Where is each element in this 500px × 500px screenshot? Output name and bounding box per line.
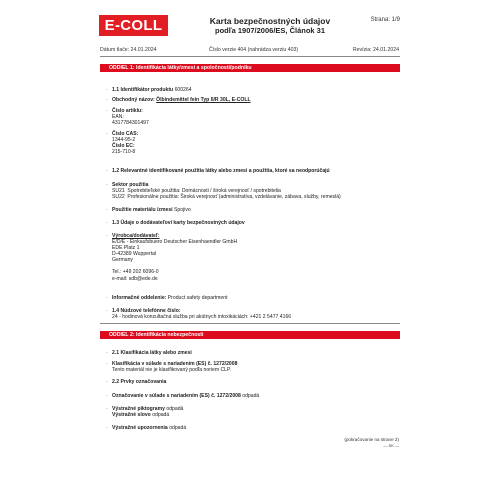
bullet-icon: · <box>106 350 108 356</box>
document-title: Karta bezpečnostných údajov <box>209 16 331 26</box>
supplier-address: Výrobca/dodávateľ: E/D/E - Einkaufsbuero Deutscher Eisenhaendler GmbH EDE Platz 1 D-42389 Wuppertal Germany Tel.: +49 202 6096-0 e-mail: sdb@ede.de <box>112 233 238 282</box>
page-number: Strana: 1/9 <box>370 17 400 23</box>
section-2-title: ODDIEL 2: Identifikácia nebezpečnosti <box>109 332 204 338</box>
ecoll-logo: E-COLL <box>99 15 168 36</box>
section-1-title: ODDIEL 1: Identifikácia látky/zmesi a spoločnosti/podniku <box>109 65 252 71</box>
emergency-phone: 1.4 Núdzové telefónne číslo: 24 - hodinová konzultačná služba pri akútnych intoxikáciách: +421 2 5477 4166 <box>112 308 292 321</box>
bullet-icon: · <box>106 168 108 174</box>
bullet-icon: · <box>106 207 108 213</box>
sector-of-use: Sektor použitia SU21 Spotrebiteľské použitia: Domácnosti / široká verejnosť / spotrebitelia SU22 Profesionálne použitia: Široká verejnosť (administratíva, vzdelávanie, zábava, služby, remeslá) <box>112 182 341 201</box>
bullet-icon: · <box>106 220 108 226</box>
section-1-header <box>100 64 400 72</box>
bullet-icon: · <box>106 87 108 93</box>
language-code: — SK — <box>383 443 399 448</box>
continued-note: (pokračovanie na strane 2) <box>344 437 399 442</box>
bullet-icon: · <box>106 406 108 412</box>
bullet-icon: · <box>106 308 108 314</box>
bullet-icon: · <box>106 131 108 137</box>
sector-row: SU21 Spotrebiteľské použitia: Domácnosti / široká verejnosť / spotrebitelia <box>112 188 281 195</box>
relevant-uses-heading: 1.2 Relevantné identifikované použitia látky alebo zmesi a použitia, ktoré sa neodporúčajú <box>112 168 330 174</box>
print-date: Dátum tlače: 24.01.2024 <box>100 47 157 53</box>
supplier-details-heading: 1.3 Údaje o dodávateľovi karty bezpečnostných údajov <box>112 220 245 226</box>
section-divider <box>100 323 400 324</box>
info-department: Informačné oddelenie: Product safety department <box>112 295 228 301</box>
sector-row: SU22 Profesionálne použitia: Široká verejnosť (administratíva, vzdelávanie, zábava, služby, remeslá) <box>112 194 341 201</box>
bullet-icon: · <box>106 182 108 188</box>
bullet-icon: · <box>106 97 108 103</box>
hazard-pictograms: Výstražné piktogramy odpadá Výstražné slovo odpadá <box>112 406 184 419</box>
cas-number: Číslo CAS: 1344-95-2 Číslo EC: 215-710-8 <box>112 131 139 156</box>
bullet-icon: · <box>106 393 108 399</box>
article-number: Číslo artiklu: EAN: 4317784301497 <box>112 108 149 127</box>
material-use: Použitie materiálu /zmesi Spojivo <box>112 207 191 213</box>
hazard-statements: Výstražné upozornenia odpadá <box>112 425 187 431</box>
bullet-icon: · <box>106 295 108 301</box>
bullet-icon: · <box>106 425 108 431</box>
labelling-regulation: Označovanie v súlade s nariadením (ES) č. 1272/2008 odpadá <box>112 393 260 399</box>
header-divider <box>100 56 400 57</box>
product-identifier: 1.1 Identifikátor produktu 600264 <box>112 87 192 93</box>
revision-date: Revízia: 24.01.2024 <box>352 47 399 53</box>
classification-heading: 2.1 Klasifikácia látky alebo zmesi <box>112 350 192 356</box>
bullet-icon: · <box>106 233 108 239</box>
label-elements-heading: 2.2 Prvky označovania <box>112 379 167 385</box>
document-subtitle: podľa 1907/2006/ES, Článok 31 <box>214 26 326 35</box>
bullet-icon: · <box>106 108 108 114</box>
version-number: Číslo verzie 404 (nahrádza verziu 403) <box>209 47 299 53</box>
bullet-icon: · <box>106 361 108 367</box>
section-2-header <box>100 331 400 339</box>
trade-name: Obchodný názov: Ölbindemittel fein Typ II/R 30L, E-COLL <box>112 97 251 103</box>
bullet-icon: · <box>106 379 108 385</box>
clp-classification: Klasifikácia v súlade s nariadením (ES) č. 1272/2008 Tento materiál nie je klasifikovaný podľa noriem CLP. <box>112 361 238 374</box>
